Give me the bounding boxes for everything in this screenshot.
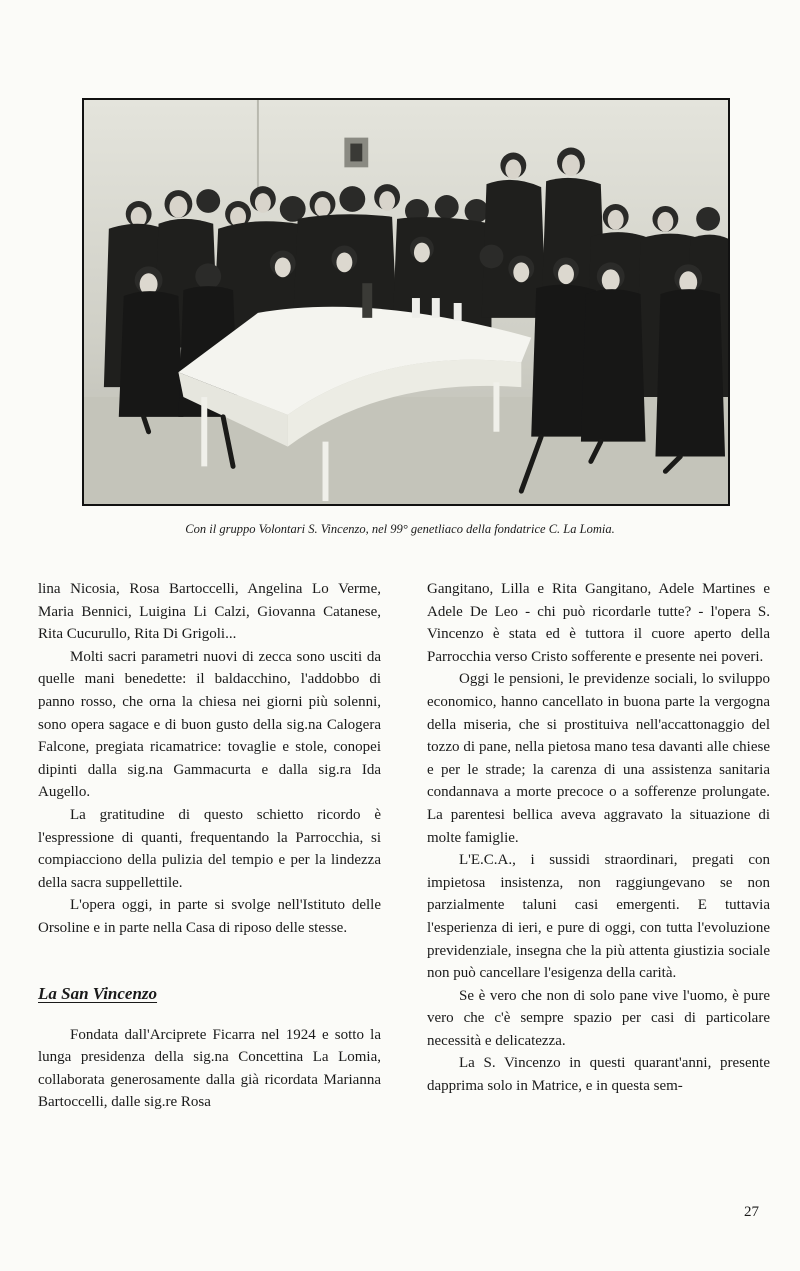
right-paragraph-4: Se è vero che non di solo pane vive l'uomo, è pure vero che c'è sempre spazio per casi di particolare necessità e delicatezza. (427, 987, 770, 1049)
left-paragraph-1: lina Nicosia, Rosa Bartoccelli, Angelina Lo Verme, Maria Bennici, Luigina Li Calzi, Giovanna Catanese, Rita Cucurullo, Rita Di Grigoli... (38, 581, 381, 643)
right-paragraph-1: Gangitano, Lilla e Rita Gangitano, Adele Martines e Adele De Leo - chi può ricordarle tutte? - l'opera S. Vincenzo è stata ed è tuttora il cuore aperto della Parrocchia verso Cristo sofferente e presente nei poveri. (427, 581, 770, 665)
photo-caption: Con il gruppo Volontari S. Vincenzo, nel 99° genetliaco della fondatrice C. La Lomia. (185, 522, 615, 536)
group-photo (82, 98, 730, 506)
wall-emblem (344, 138, 368, 168)
right-paragraph-2: Oggi le pensioni, le previdenze sociali, lo sviluppo economico, hanno cancellato in buona parte la vergogna della miseria, che si prostituiva nell'accattonaggio del tozzo di pane, nella pietosa mano tesa davanti alle chiese e per le strade; la carenza di una assistenza sanitaria condannava a morte precoce o a sofferenze prolungate. La parentesi bellica aveva aggravato la situazione di molte famiglie. (427, 671, 770, 846)
left-paragraph-2: Molti sacri parametri nuovi di zecca sono usciti da quelle mani benedette: il baldacchino, l'addobbo di panno rosso, che orna la chiesa nei giorni più solenni, sono opera sagace e di buon gusto della sig.na Calogera Falcone, pregiata ricamatrice: tovaglie e stole, conopei dipinti dalla sig.na Gammacurta e dalla sig.ra Ida Augello. (38, 648, 381, 801)
right-paragraph-3: L'E.C.A., i sussidi straordinari, pregati con impietosa insistenza, non raggiungevano se non parzialmente taluni casi emergenti. E tuttavia l'esperienza di ieri, e pure di oggi, con tutta l'evoluzione previdenziale, insegna che la più attenta giustizia sociale non può cancellare l'esigenza della carità. (427, 852, 770, 982)
right-column (427, 578, 770, 1098)
left-column (38, 578, 381, 1114)
left-paragraph-4: L'opera oggi, in parte si svolge nell'Istituto delle Orsoline e in parte nella Casa di riposo delle stesse. (38, 897, 381, 936)
left-paragraph-3: La gratitudine di questo schietto ricordo è l'espressione di quanti, frequentando la Parrocchia, si compiacciono della pulizia del tempio e per la lindezza della sacra suppellettile. (38, 806, 381, 891)
group-photo-illustration (84, 100, 728, 504)
section-heading: La San Vincenzo (38, 983, 158, 1003)
page-number: 27 (744, 1204, 759, 1220)
left-paragraph-5: Fondata dall'Arciprete Ficarra nel 1924 e sotto la lunga presidenza della sig.na Concettina La Lomia, collaborata generosamente dalla già ricordata Marianna Bartoccelli, dalle sig.re Rosa (38, 1026, 381, 1111)
right-paragraph-5: La S. Vincenzo in questi quarant'anni, presente dapprima solo in Matrice, e in questa sem- (427, 1055, 770, 1095)
